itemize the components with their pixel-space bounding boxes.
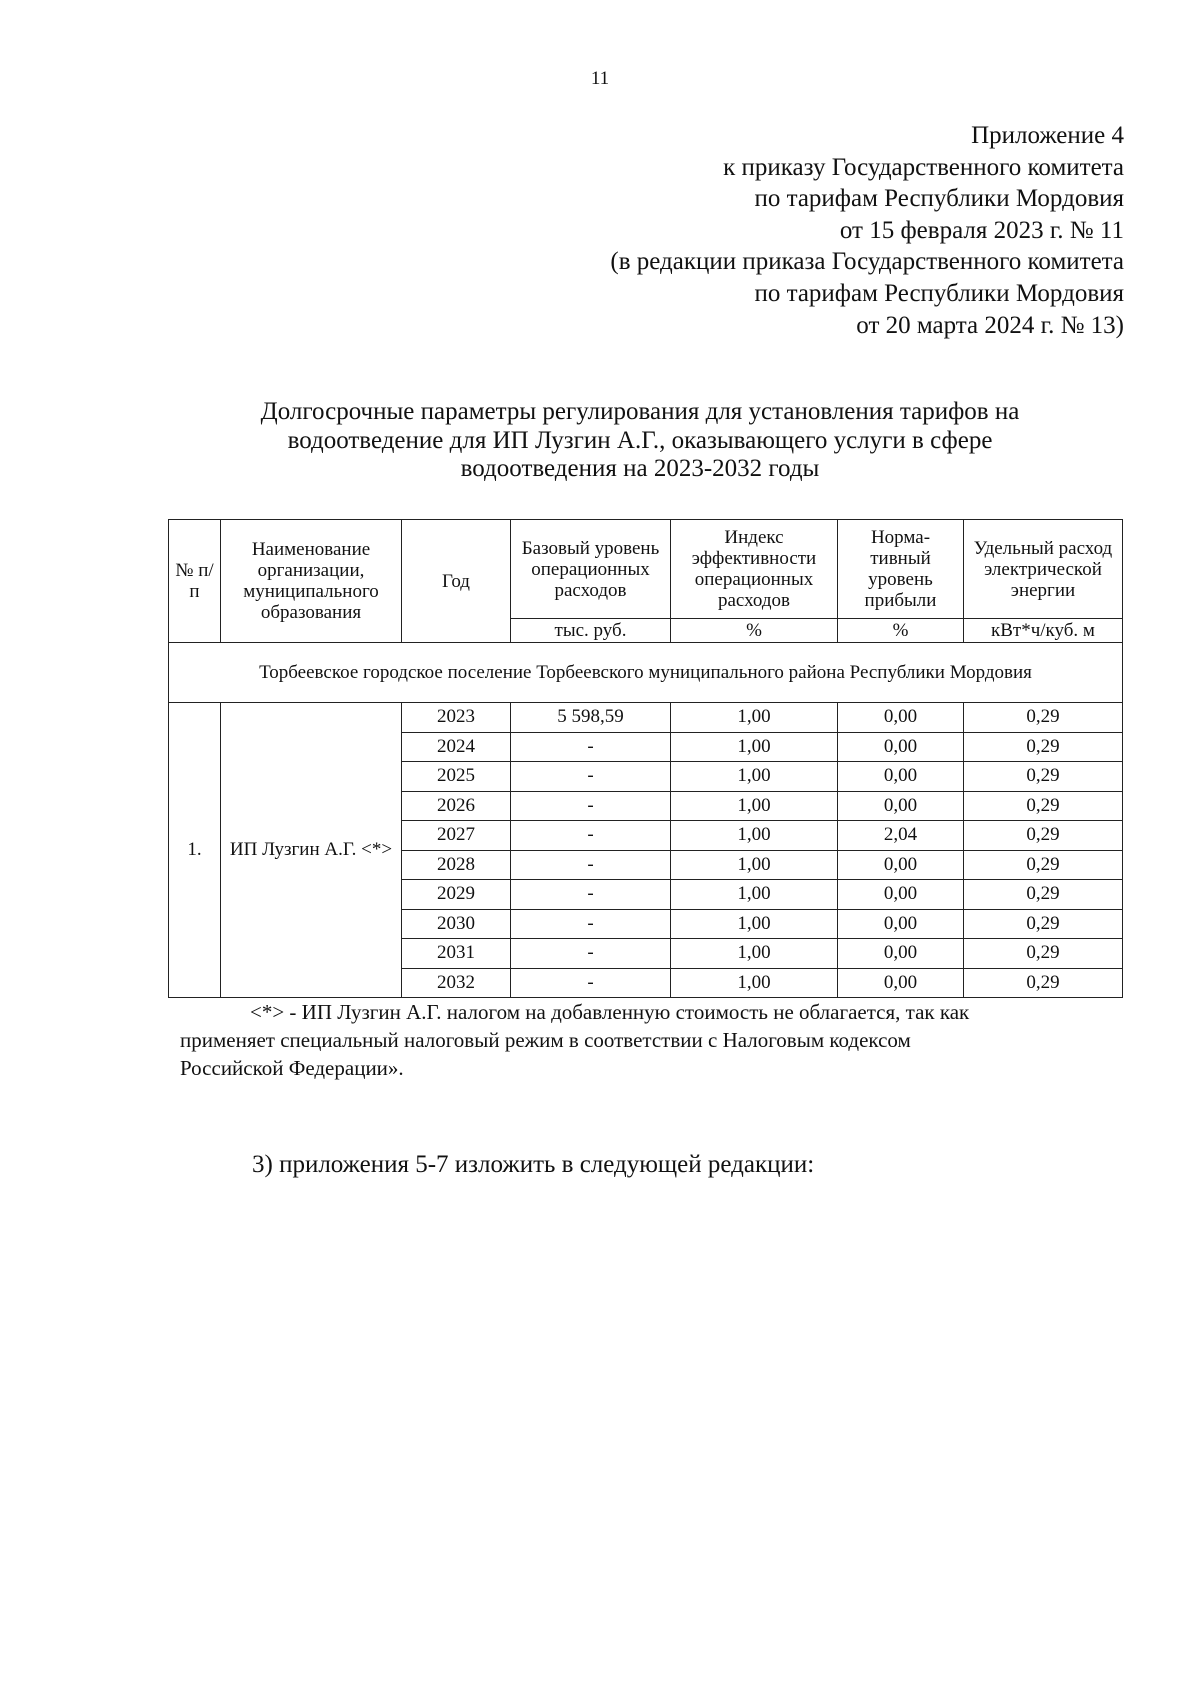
appendix-header <box>610 120 1124 341</box>
appendix-header-line: по тарифам Республики Мордовия <box>754 185 1124 213</box>
cell-index: 1,00 <box>671 762 838 792</box>
cell-index: 1,00 <box>671 791 838 821</box>
header-normative-profit: Норма-тивный уровень прибыли <box>838 520 964 619</box>
header-base-level: Базовый уровень операционных расходов <box>511 520 671 619</box>
cell-spec: 0,29 <box>964 732 1123 762</box>
appendix-header-line: (в редакции приказа Государственного комитета <box>610 248 1124 276</box>
cell-year: 2023 <box>402 703 511 733</box>
unit-specific-energy: кВт*ч/куб. м <box>964 619 1123 643</box>
unit-base-level: тыс. руб. <box>511 619 671 643</box>
cell-base: - <box>511 791 671 821</box>
header-year: Год <box>402 520 511 643</box>
cell-index: 1,00 <box>671 821 838 851</box>
cell-year: 2031 <box>402 939 511 969</box>
header-num: № п/п <box>169 520 221 643</box>
entry-number: 1. <box>169 703 221 998</box>
footnote-line: применяет специальный налоговый режим в соответствии с Налоговым кодексом <box>180 1028 911 1052</box>
table-row <box>169 703 1123 733</box>
header-specific-energy: Удельный расход электрической энергии <box>964 520 1123 619</box>
title-line: Долгосрочные параметры регулирования для установления тарифов на <box>260 398 1020 425</box>
cell-norm: 0,00 <box>838 850 964 880</box>
cell-base: - <box>511 968 671 998</box>
cell-year: 2030 <box>402 909 511 939</box>
header-efficiency-index: Индекс эффективности операционных расходов <box>671 520 838 619</box>
cell-norm: 0,00 <box>838 909 964 939</box>
footnote <box>180 998 1110 1082</box>
cell-base: - <box>511 909 671 939</box>
cell-norm: 0,00 <box>838 791 964 821</box>
cell-norm: 0,00 <box>838 703 964 733</box>
cell-base: - <box>511 821 671 851</box>
cell-index: 1,00 <box>671 880 838 910</box>
parameters-table <box>168 519 1123 998</box>
cell-year: 2024 <box>402 732 511 762</box>
cell-norm: 0,00 <box>838 762 964 792</box>
cell-index: 1,00 <box>671 703 838 733</box>
cell-base: - <box>511 939 671 969</box>
appendix-header-line: от 20 марта 2024 г. № 13) <box>856 311 1124 339</box>
page-number: 11 <box>590 68 610 89</box>
section-title: Торбеевское городское поселение Торбеевского муниципального района Республики Мордовия <box>169 643 1123 703</box>
cell-year: 2029 <box>402 880 511 910</box>
cell-year: 2032 <box>402 968 511 998</box>
appendix-header-line: от 15 февраля 2023 г. № 11 <box>839 216 1124 244</box>
unit-efficiency-index: % <box>671 619 838 643</box>
appendix-header-line: Приложение 4 <box>971 122 1124 149</box>
appendix-header-line: к приказу Государственного комитета <box>723 153 1124 181</box>
cell-index: 1,00 <box>671 909 838 939</box>
cell-base: - <box>511 880 671 910</box>
cell-norm: 0,00 <box>838 939 964 969</box>
cell-index: 1,00 <box>671 968 838 998</box>
cell-norm: 0,00 <box>838 968 964 998</box>
entry-organization: ИП Лузгин А.Г. <*> <box>221 703 402 998</box>
cell-spec: 0,29 <box>964 880 1123 910</box>
cell-norm: 2,04 <box>838 821 964 851</box>
title-line: водоотведение для ИП Лузгин А.Г., оказывающего услуги в сфере <box>287 426 993 454</box>
cell-year: 2026 <box>402 791 511 821</box>
cell-spec: 0,29 <box>964 968 1123 998</box>
cell-spec: 0,29 <box>964 821 1123 851</box>
cell-index: 1,00 <box>671 732 838 762</box>
appendix-header-line: по тарифам Республики Мордовия <box>754 279 1124 307</box>
cell-spec: 0,29 <box>964 703 1123 733</box>
unit-normative-profit: % <box>838 619 964 643</box>
cell-spec: 0,29 <box>964 850 1123 880</box>
cell-year: 2025 <box>402 762 511 792</box>
header-organization: Наименование организации, муниципального образования <box>221 520 402 643</box>
cell-base: - <box>511 762 671 792</box>
cell-year: 2027 <box>402 821 511 851</box>
cell-spec: 0,29 <box>964 791 1123 821</box>
cell-index: 1,00 <box>671 939 838 969</box>
footnote-line: <*> - ИП Лузгин А.Г. налогом на добавленную стоимость не облагается, так как <box>250 1000 970 1024</box>
cell-spec: 0,29 <box>964 909 1123 939</box>
cell-norm: 0,00 <box>838 880 964 910</box>
cell-base: - <box>511 850 671 880</box>
cell-index: 1,00 <box>671 850 838 880</box>
cell-base: - <box>511 732 671 762</box>
cell-year: 2028 <box>402 850 511 880</box>
cell-base: 5 598,59 <box>511 703 671 733</box>
cell-spec: 0,29 <box>964 762 1123 792</box>
document-title <box>180 398 1100 484</box>
title-line: водоотведения на 2023-2032 годы <box>460 455 820 482</box>
instruction-text: 3) приложения 5-7 изложить в следующей редакции: <box>252 1151 815 1178</box>
cell-norm: 0,00 <box>838 732 964 762</box>
footnote-line: Российской Федерации». <box>180 1056 404 1080</box>
cell-spec: 0,29 <box>964 939 1123 969</box>
